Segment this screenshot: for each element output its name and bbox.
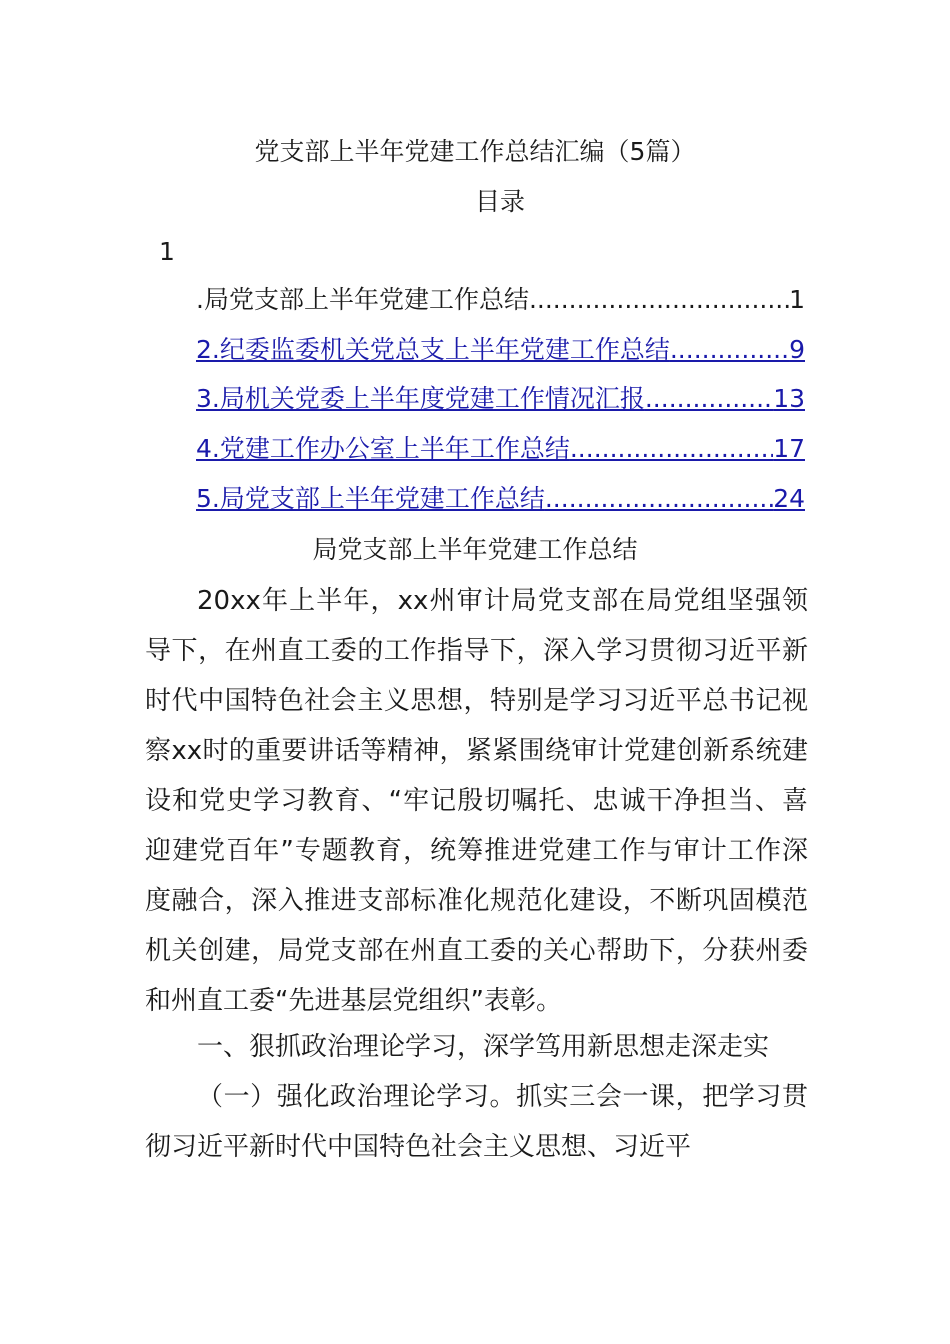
body-paragraph: （一）强化政治理论学习。抓实三会一课，把学习贯彻习近平新时代中国特色社会主义思想、习近平 <box>145 1082 808 1162</box>
toc-leader-dots <box>645 379 773 419</box>
body-paragraph: 20xx年上半年，xx州审计局党支部在局党组坚强领导下，在州直工委的工作指导下，深入学习贯彻习近平新时代中国特色社会主义思想，特别是学习习近平总书记视察xx时的重要讲话等精神，紧紧围绕审计党建创新系统建设和党史学习教育、“牢记殷切嘱托、忠诚干净担当、喜迎建党百年”专题教育，统筹推进党建工作与审计工作深度融合，深入推进支部标准化规范化建设，不断巩固模范机关创建，局党支部在州直工委的关心帮助下，分获州委和州直工委“先进基层党组织”表彰。 <box>145 586 808 1016</box>
toc-heading: 目录 <box>474 187 525 216</box>
toc-entry-5-link[interactable] <box>196 479 805 519</box>
toc-leader-dots <box>570 429 773 469</box>
toc-entry-4-link[interactable] <box>196 429 805 469</box>
toc-leader-dots <box>670 330 789 370</box>
toc-entry-label: .局党支部上半年党建工作总结 <box>196 285 529 314</box>
toc-entry-label[interactable]: 4.党建工作办公室上半年工作总结 <box>196 434 570 463</box>
toc-entry-label[interactable]: 3.局机关党委上半年度党建工作情况汇报 <box>196 384 645 413</box>
section-title: 局党支部上半年党建工作总结 <box>312 535 638 564</box>
toc-entry-2-link[interactable] <box>196 330 805 370</box>
toc-entry-1 <box>196 280 805 320</box>
toc-entry-page[interactable]: 13 <box>773 384 805 413</box>
toc-stray-number: 1 <box>159 237 175 266</box>
toc-leader-dots <box>529 280 789 320</box>
toc-entry-page: 1 <box>789 285 805 314</box>
toc-entry-label[interactable]: 5.局党支部上半年党建工作总结 <box>196 484 545 513</box>
section-heading: 一、狠抓政治理论学习，深学笃用新思想走深走实 <box>197 1032 770 1062</box>
toc-entry-label[interactable]: 2.纪委监委机关党总支上半年党建工作总结 <box>196 335 670 364</box>
document-title: 党支部上半年党建工作总结汇编（5篇） <box>254 137 696 166</box>
toc-entry-3-link[interactable] <box>196 379 805 419</box>
toc-entry-page[interactable]: 17 <box>773 434 805 463</box>
toc-leader-dots <box>545 479 773 519</box>
toc-entry-page[interactable]: 24 <box>773 484 805 513</box>
toc-entry-page[interactable]: 9 <box>789 335 805 364</box>
